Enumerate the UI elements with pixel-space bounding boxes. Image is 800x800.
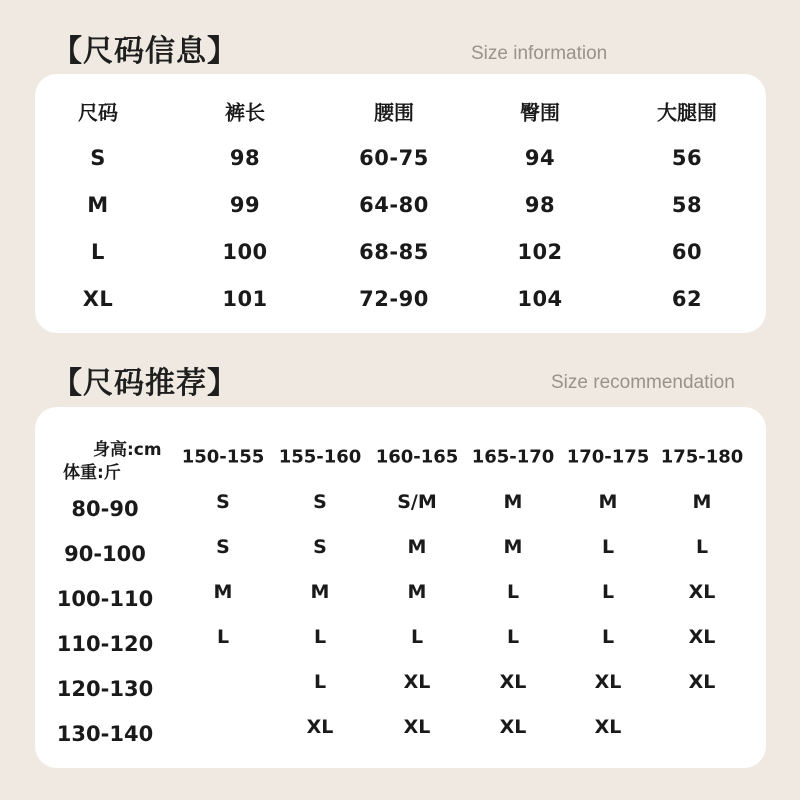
info-table-cell: 98 — [524, 193, 556, 217]
weight-range-label: 120-130 — [56, 677, 154, 701]
recommended-size-cell: M — [310, 581, 330, 603]
size-rec-subtitle: Size recommendation — [551, 372, 735, 393]
recommended-size-cell: M — [407, 536, 427, 558]
info-table-cell: 60-75 — [359, 146, 429, 170]
size-rec-card — [35, 407, 766, 768]
weight-range-label: 100-110 — [56, 587, 154, 611]
info-table-cell: 64-80 — [359, 193, 429, 217]
height-range-header: 150-155 — [181, 446, 265, 468]
recommended-size-cell: M — [407, 581, 427, 603]
recommended-size-cell: L — [506, 581, 520, 603]
info-header-cell: 大腿围 — [657, 100, 717, 125]
corner-height-label: 身高:cm — [93, 440, 162, 460]
weight-range-label: 130-140 — [56, 722, 154, 746]
recommended-size-cell: XL — [403, 716, 431, 738]
info-table-cell: 62 — [671, 287, 703, 311]
info-header-cell: 尺码 — [78, 100, 118, 125]
recommended-size-cell: XL — [499, 671, 527, 693]
info-table-cell: 56 — [671, 146, 703, 170]
recommended-size-cell: S — [216, 491, 230, 513]
recommended-size-cell: S/M — [397, 491, 437, 513]
recommended-size-cell: L — [601, 626, 615, 648]
recommended-size-cell: M — [598, 491, 618, 513]
size-rec-table — [35, 407, 766, 768]
info-table-cell: XL — [82, 287, 114, 311]
height-range-header: 165-170 — [471, 446, 555, 468]
size-info-title: 【尺码信息】 — [52, 34, 238, 69]
info-table-cell: 99 — [229, 193, 261, 217]
recommended-size-cell: XL — [688, 671, 716, 693]
info-table-cell: 94 — [524, 146, 556, 170]
info-table-cell: 60 — [671, 240, 703, 264]
recommended-size-cell: L — [410, 626, 424, 648]
recommended-size-cell: L — [506, 626, 520, 648]
recommended-size-cell: M — [213, 581, 233, 603]
recommended-size-cell: L — [216, 626, 230, 648]
size-info-card — [35, 74, 766, 333]
info-table-cell: 58 — [671, 193, 703, 217]
info-header-cell: 腰围 — [374, 100, 414, 125]
recommended-size-cell: XL — [688, 626, 716, 648]
info-table-cell: L — [91, 240, 105, 264]
info-header-cell: 臀围 — [520, 100, 560, 125]
recommended-size-cell: L — [695, 536, 709, 558]
size-info-subtitle: Size information — [471, 43, 608, 64]
recommended-size-cell: S — [313, 536, 327, 558]
recommended-size-cell: L — [601, 581, 615, 603]
info-header-cell: 裤长 — [225, 100, 265, 125]
weight-range-label: 110-120 — [56, 632, 154, 656]
recommended-size-cell: XL — [499, 716, 527, 738]
size-info-table — [35, 74, 766, 333]
recommended-size-cell: L — [313, 626, 327, 648]
info-table-cell: M — [87, 193, 109, 217]
info-table-cell: 98 — [229, 146, 261, 170]
corner-weight-label: 体重:斤 — [63, 463, 121, 483]
recommended-size-cell: S — [216, 536, 230, 558]
weight-range-label: 80-90 — [71, 497, 139, 521]
recommended-size-cell: XL — [688, 581, 716, 603]
recommended-size-cell: M — [503, 536, 523, 558]
info-table-cell: 101 — [222, 287, 268, 311]
info-table-cell: S — [90, 146, 106, 170]
info-table-cell: 68-85 — [359, 240, 429, 264]
info-table-cell: 72-90 — [359, 287, 429, 311]
recommended-size-cell: XL — [306, 716, 334, 738]
recommended-size-cell: XL — [594, 716, 622, 738]
recommended-size-cell: XL — [594, 671, 622, 693]
height-range-header: 155-160 — [278, 446, 362, 468]
recommended-size-cell: L — [601, 536, 615, 558]
height-range-header: 160-165 — [375, 446, 459, 468]
size-rec-title: 【尺码推荐】 — [52, 366, 238, 401]
info-table-cell: 102 — [517, 240, 563, 264]
recommended-size-cell: XL — [403, 671, 431, 693]
height-range-header: 175-180 — [660, 446, 744, 468]
weight-range-label: 90-100 — [64, 542, 146, 566]
recommended-size-cell: M — [503, 491, 523, 513]
recommended-size-cell: L — [313, 671, 327, 693]
info-table-cell: 100 — [222, 240, 268, 264]
recommended-size-cell: S — [313, 491, 327, 513]
info-table-cell: 104 — [517, 287, 563, 311]
recommended-size-cell: M — [692, 491, 712, 513]
height-range-header: 170-175 — [566, 446, 650, 468]
